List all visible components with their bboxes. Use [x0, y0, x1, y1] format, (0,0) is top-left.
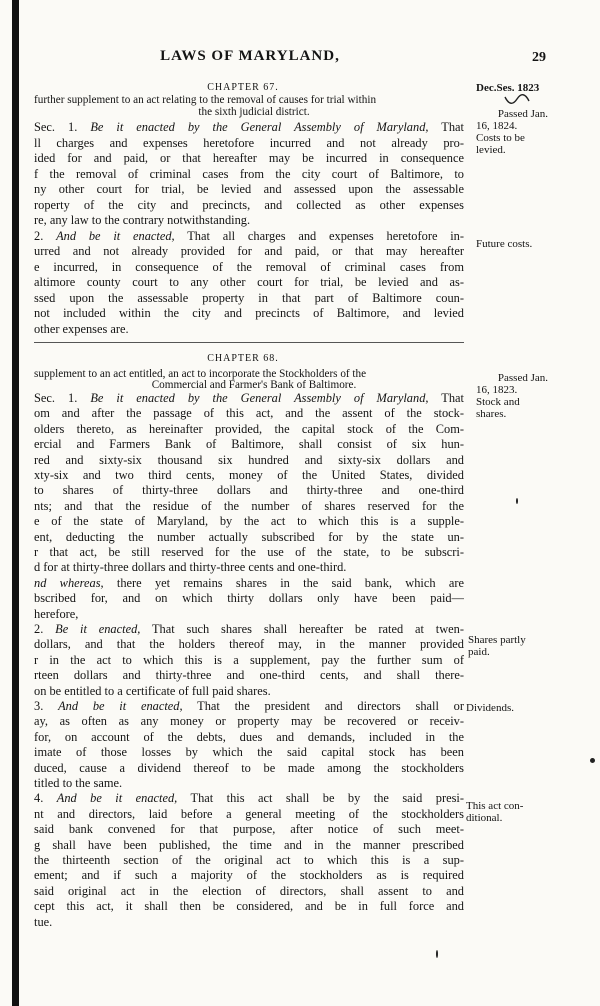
text-segment: urred and not already provided for and paid, or that may hereafter: [34, 245, 464, 258]
margin-partly-line-2: paid.: [468, 646, 490, 658]
text-segment: Sec. 1.: [34, 392, 91, 405]
text-line: [34, 484, 464, 497]
text-line: [34, 531, 464, 544]
margin-passed-67-line-2: 16, 1824.: [476, 120, 518, 132]
text-line: [34, 623, 464, 636]
text-line: [34, 608, 464, 621]
text-segment: to shares of thirty-three dollars and thirty-three and one-third: [34, 484, 464, 498]
text-line: [34, 469, 464, 482]
text-segment: 2.: [34, 229, 57, 243]
text-segment: ement; and if such a majority of the stockholders as is required: [34, 869, 464, 883]
text-line: [34, 823, 464, 836]
text-segment: ent, deducting the number actually subscribed for by the state un-: [34, 530, 464, 544]
margin-conditional-line-1: This act con-: [466, 800, 524, 812]
text-segment: red and sixty-six thousand six hundred and sixty-six dollars and: [34, 453, 464, 467]
text-line: [34, 669, 464, 682]
running-header: LAWS OF MARYLAND,: [160, 48, 340, 64]
text-segment: cept this act, it shall then be considered, and be in full force and: [34, 900, 464, 914]
text-segment: f the removal of criminal cases from the city court of Baltimore, to: [34, 167, 464, 181]
enacting-clause: nd whereas,: [34, 576, 104, 590]
text-segment: bscribed for, and on which thirty dollars only have been paid—: [34, 592, 464, 606]
text-segment: rteen dollars and thirty-three and one-third cents, and shall there-: [34, 669, 464, 683]
text-segment: tue.: [34, 915, 53, 929]
text-segment: ay, as often as any money or property may be recovered or receiv-: [34, 715, 464, 729]
scan-speck: [590, 758, 595, 763]
text-segment: roperty of the city and precincts, and collected as other expenses: [34, 198, 464, 212]
text-segment: ny other court for trial, be levied and assessed upon the assessable: [34, 183, 464, 196]
text-segment: Sec. 1.: [34, 121, 91, 134]
text-line: [34, 199, 464, 212]
text-segment: g shall have been published, the time and in the manner prescribed: [34, 838, 464, 852]
text-segment: other expenses are.: [34, 322, 129, 336]
enacting-clause: Be it enacted by the General Assembly of Maryland,: [90, 121, 429, 134]
enacting-clause: And be it enacted,: [56, 229, 175, 243]
text-line: [34, 230, 464, 243]
text-line: [34, 839, 464, 852]
margin-stock-line-1: Stock and: [476, 396, 520, 408]
margin-partly-line-1: Shares partly: [468, 634, 526, 646]
text-line: [34, 638, 464, 651]
text-segment: for, on account of the debts, dues and demands, included in the: [34, 730, 464, 744]
text-segment: r in the act to which this is a supplement, pay the further sum of: [34, 653, 464, 667]
text-line: [34, 916, 464, 929]
text-segment: ided for and paid, or that hereafter may be incurred in consequence: [34, 152, 464, 165]
chapter-67-title-line-1: further supplement to an act relating to the removal of causes for trial within: [34, 94, 377, 106]
text-segment: om and after the passage of this act, and the assent of the stock-: [34, 407, 464, 421]
text-line: [34, 885, 464, 898]
text-line: [34, 731, 464, 744]
chapter-67-title-line-2: the sixth judicial district.: [198, 106, 310, 118]
text-segment: ssed upon the assessable property in that part of Baltimore coun-: [34, 291, 464, 305]
text-line: [34, 592, 464, 605]
text-segment: titled to the same.: [34, 777, 123, 790]
text-segment: e incurred, in consequence of the removal of criminal cases from: [34, 260, 464, 274]
text-segment: duced, cause a dividend thereof to be made among the stockholders: [34, 761, 464, 775]
chapter-divider: [34, 342, 464, 343]
text-line: [34, 292, 464, 305]
text-segment: altimore county court to any other court for trial, be levied and as-: [34, 276, 464, 289]
text-segment: That the president and directors shall or: [182, 700, 464, 713]
chapter-68-heading: CHAPTER 68.: [207, 353, 279, 364]
text-segment: That all charges and expenses heretofore in-: [174, 229, 464, 243]
text-line: [34, 454, 464, 467]
text-line: [34, 168, 464, 181]
text-segment: d for at thirty-three dollars and thirty-three cents and one-third.: [34, 561, 347, 575]
text-line: [34, 854, 464, 867]
text-line: [34, 685, 464, 698]
binding-edge: [12, 0, 19, 1006]
text-line: [34, 392, 464, 405]
text-line: [34, 438, 464, 451]
text-segment: olders thereto, as hereinafter provided, the capital stock of the Com-: [34, 422, 464, 436]
text-line: [34, 121, 464, 134]
scan-speck: [516, 498, 518, 504]
text-line: [34, 245, 464, 258]
text-segment: ll charges and expenses heretofore incurred and not already pro-: [34, 136, 464, 150]
text-segment: there yet remains shares in the said bank, which are: [103, 576, 464, 590]
margin-session: Dec.Ses. 1823: [476, 82, 540, 94]
text-segment: r that act, be still reserved for the use of the state, to be subscri-: [34, 546, 464, 559]
text-line: [34, 152, 464, 165]
text-segment: dollars, and that the holders thereof may, in the manner provided: [34, 638, 464, 652]
margin-passed-68-line-1: Passed Jan.: [497, 372, 548, 384]
margin-costs-line-1: Costs to be: [476, 132, 525, 144]
margin-dividends: Dividends.: [466, 702, 514, 714]
text-segment: That: [428, 121, 464, 134]
margin-costs-line-2: levied.: [476, 144, 506, 156]
text-segment: 4.: [34, 792, 57, 806]
text-line: [34, 276, 464, 289]
text-line: [34, 700, 464, 713]
text-line: [34, 546, 464, 559]
text-segment: the thirteenth section of the original act to which this is a sup-: [34, 854, 464, 867]
enacting-clause: And be it enacted,: [58, 700, 183, 713]
text-line: [34, 183, 464, 196]
text-line: [34, 900, 464, 913]
text-line: [34, 561, 464, 574]
text-line: [34, 137, 464, 150]
margin-future-costs: Future costs.: [476, 238, 533, 250]
text-line: [34, 500, 464, 513]
swash-ornament: [504, 93, 530, 105]
text-line: [34, 261, 464, 274]
text-line: [34, 654, 464, 667]
text-segment: 3.: [34, 700, 59, 713]
text-segment: said bank convened for that purpose, after notice of such meet-: [34, 823, 464, 837]
text-line: [34, 407, 464, 420]
text-line: [34, 792, 464, 805]
margin-conditional-line-2: ditional.: [466, 812, 503, 824]
text-segment: not included within the city and precincts of Baltimore, and levied: [34, 307, 464, 320]
text-line: [34, 323, 464, 336]
text-line: [34, 762, 464, 775]
text-line: [34, 307, 464, 320]
chapter-68-title-line-1: supplement to an act entitled, an act to incorporate the Stockholders of the: [34, 368, 367, 380]
margin-stock-line-2: shares.: [476, 408, 507, 420]
text-segment: herefore,: [34, 607, 79, 621]
text-segment: xty-six and two third cents, money of the United States, divided: [34, 469, 464, 482]
text-line: [34, 423, 464, 436]
text-segment: That this act shall be by the said presi-: [177, 792, 464, 806]
text-line: [34, 869, 464, 882]
text-segment: e of the state of Maryland, by the act to which this is a supple-: [34, 515, 464, 529]
text-segment: said original act in the election of directors, shall assent to and: [34, 884, 464, 898]
enacting-clause: Be it enacted by the General Assembly of Maryland,: [90, 392, 429, 405]
text-segment: nt and directors, laid before a general meeting of the stockholders: [34, 807, 464, 821]
text-segment: re, any law to the contrary notwithstanding.: [34, 214, 251, 227]
text-segment: on be entitled to a certificate of full paid shares.: [34, 684, 271, 698]
text-line: [34, 577, 464, 590]
enacting-clause: Be it enacted,: [55, 623, 141, 636]
text-line: [34, 746, 464, 759]
text-line: [34, 777, 464, 790]
text-line: [34, 808, 464, 821]
enacting-clause: And be it enacted,: [56, 792, 178, 806]
margin-passed-68-line-2: 16, 1823.: [476, 384, 518, 396]
text-segment: ercial and Farmers Bank of Baltimore, shall consist of six hun-: [34, 438, 464, 452]
chapter-68-title-line-2: Commercial and Farmer's Bank of Baltimore.: [151, 379, 357, 391]
chapter-67-heading: CHAPTER 67.: [207, 82, 279, 93]
text-line: [34, 715, 464, 728]
text-segment: That: [428, 392, 464, 405]
page-number: 29: [532, 50, 546, 65]
text-line: [34, 214, 464, 227]
scan-speck: [436, 950, 438, 958]
text-line: [34, 515, 464, 528]
text-segment: imate of those losses by which the said capital stock has been: [34, 746, 464, 760]
text-segment: That such shares shall hereafter be rated at twen-: [140, 623, 464, 636]
text-segment: 2.: [34, 623, 56, 636]
text-segment: nts; and that the residue of the number of shares reserved for the: [34, 499, 464, 513]
margin-passed-67-line-1: Passed Jan.: [497, 108, 548, 120]
